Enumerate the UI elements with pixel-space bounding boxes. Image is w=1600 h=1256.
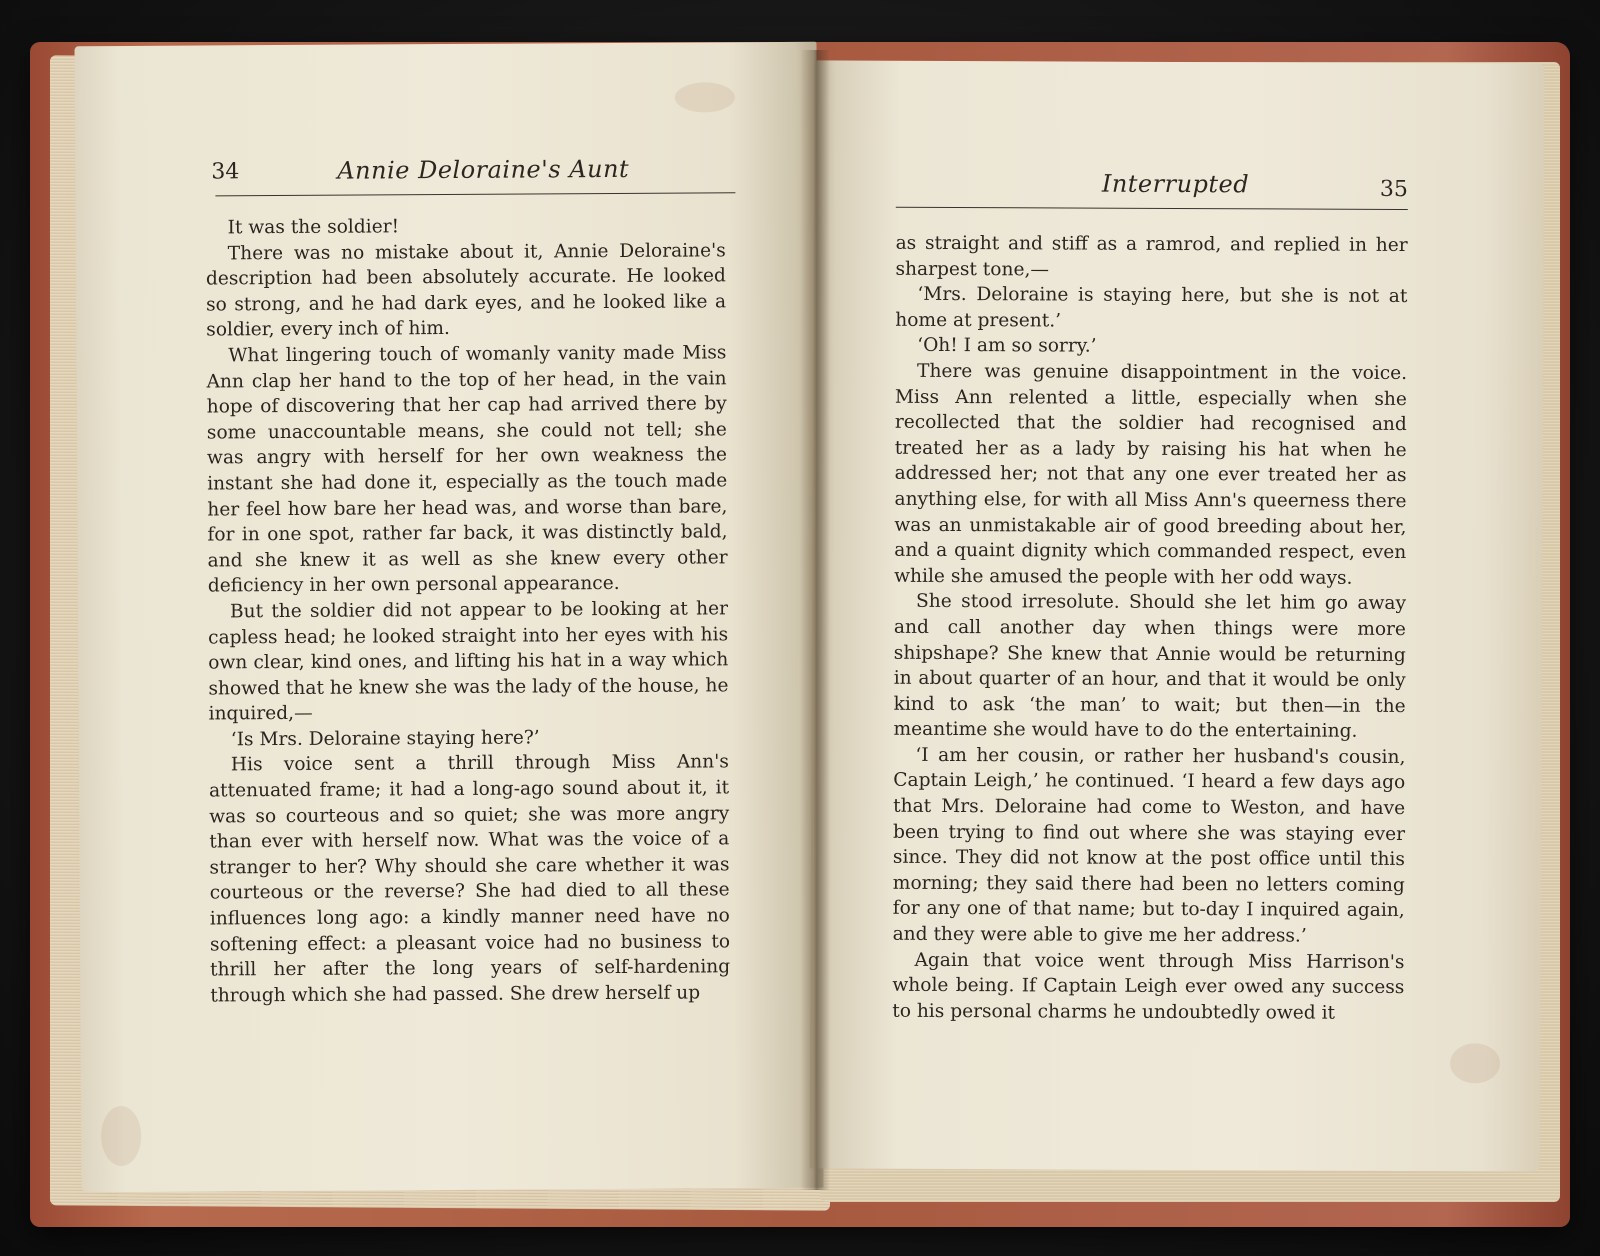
paragraph: What lingering touch of womanly vanity made Miss Ann clap her hand to the top of her head, in the vain hope of discovering that her cap had arrived there by some unaccountable means, she could not tell; she was angry with herself for her own weakness the instant she had done it, especially as the touch made her feel how bare her head was, and worse than bare, for in one spot, rather far back, it was distinctly bald, and she knew it as well as she knew every other deficiency in her own personal appearance. — [206, 342, 728, 597]
left-running-head: Annie Deloraine's Aunt — [337, 154, 630, 185]
foxing-spot — [1450, 1043, 1500, 1083]
paragraph: Again that voice went through Miss Harrison's whole being. If Captain Leigh ever owed any success to his personal charms he undoubtedly owed it — [892, 949, 1405, 1024]
right-page — [810, 60, 1545, 1171]
paragraph: But the soldier did not appear to be looking at her capless head; he looked straight into her eyes with his own clear, kind ones, and lifting his hat in a way which showed that he knew she was the lady of the house, he inquired,— — [208, 598, 729, 725]
paragraph: His voice sent a thrill through Miss Ann's attenuated frame; it had a long-ago sound about it, it was so courteous and so quiet; she was more angry than ever with herself now. What was the voice of a stranger to her? Why should she care whether it was courteous or the reverse? She had died to all these influences long ago: a kindly manner need have no softening effect: a pleasant voice had no business to thrill her after the long years of self-hardening through which she had passed. She drew herself up — [208, 751, 731, 1007]
paragraph: It was the soldier! — [227, 216, 400, 239]
left-head-rule — [215, 192, 735, 196]
right-page-number: 35 — [1379, 176, 1408, 203]
right-page-text — [892, 231, 1407, 1027]
foxing-spot — [101, 1106, 141, 1166]
foxing-spot — [675, 82, 735, 112]
paragraph: There was no mistake about it, Annie Deloraine's description had been absolutely accurate. He looked so strong, and he had dark eyes, and he looked like a soldier, every inch of him. — [205, 239, 727, 341]
left-page — [75, 42, 824, 1193]
paragraph: as straight and stiff as a ramrod, and replied in her sharpest tone,— — [895, 232, 1408, 281]
paragraph: ‘Is Mrs. Deloraine staying here?’ — [230, 727, 540, 751]
paragraph: She stood irresolute. Should she let him go away and call another day when things were more shipshape? She knew that Annie would be returning in about quarter of an hour, and that it would be only kind to ask ‘the man’ to wait; but then—in the meantime she would have to do the entertaining. — [893, 591, 1407, 743]
paragraph: ‘Mrs. Deloraine is staying here, but she is not at home at present.’ — [895, 284, 1408, 332]
paragraph: ‘Oh! I am so sorry.’ — [917, 335, 1097, 358]
paragraph: There was genuine disappointment in the voice. Miss Ann relented a little, especially when she recollected that the soldier had recognised and treated her as a lady by raising his hat when he addressed her; not that any one ever treated her as anything else, for with all Miss Ann's queerness there was an unmistakable air of good breeding about her, and a quaint dignity which commanded respect, even while she amused the people with her odd ways. — [894, 360, 1408, 589]
paragraph: ‘I am her cousin, or rather her husband's cousin, Captain Leigh,’ he continued. ‘I heard a few days ago that Mrs. Deloraine had come to Weston, and have been trying to find out where she was staying ever since. They did not know at the post office until this morning; they said there had been no letters coming for any one of that name; but to-day I inquired again, and they were able to give me her address.’ — [892, 744, 1406, 947]
right-head-rule — [896, 207, 1408, 210]
left-page-number: 34 — [211, 159, 240, 185]
left-page-text — [206, 212, 731, 1009]
right-running-head: Interrupted — [1101, 169, 1250, 199]
